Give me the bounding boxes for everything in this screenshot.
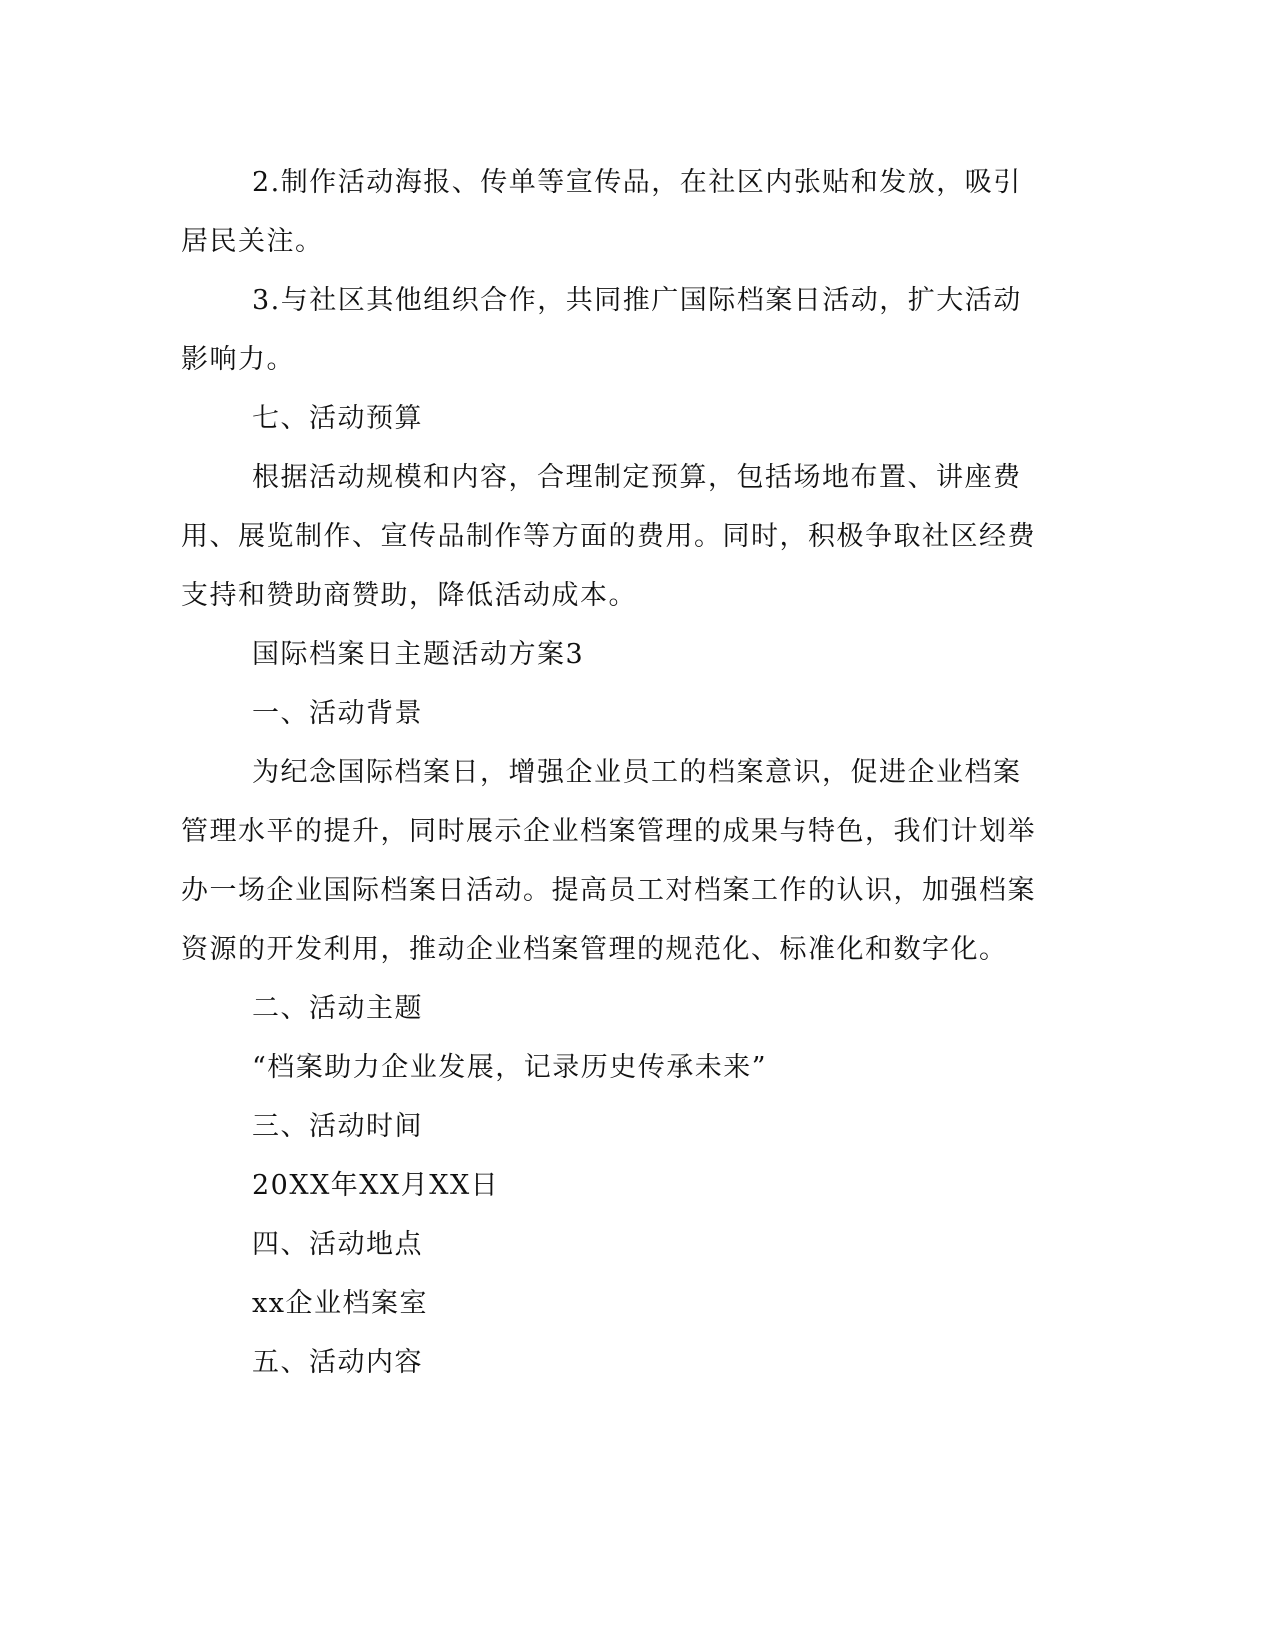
plan-title: 国际档案日主题活动方案3: [252, 639, 585, 670]
section-heading-budget: 七、活动预算: [252, 403, 423, 434]
paragraph-location: xx企业档案室: [252, 1288, 428, 1319]
document-body: [181, 153, 1041, 1392]
paragraph-cooperation: 3.与社区其他组织合作，共同推广国际档案日活动，扩大活动影响力。: [181, 285, 1022, 375]
section-heading-time: 三、活动时间: [252, 1111, 423, 1142]
section-heading-theme: 二、活动主题: [252, 993, 423, 1024]
section-heading-background: 一、活动背景: [252, 698, 423, 729]
section-heading-location: 四、活动地点: [252, 1229, 423, 1260]
paragraph-background: 为纪念国际档案日，增强企业员工的档案意识，促进企业档案管理水平的提升，同时展示企业档案管理的成果与特色，我们计划举办一场企业国际档案日活动。提高员工对档案工作的认识，加强档案资源的开发利用，推动企业档案管理的规范化、标准化和数字化。: [181, 757, 1036, 965]
paragraph-budget: 根据活动规模和内容，合理制定预算，包括场地布置、讲座费用、展览制作、宣传品制作等方面的费用。同时，积极争取社区经费支持和赞助商赞助，降低活动成本。: [181, 462, 1036, 611]
paragraph-promo-materials: 2.制作活动海报、传单等宣传品，在社区内张贴和发放，吸引居民关注。: [181, 167, 1022, 257]
paragraph-theme: “档案助力企业发展，记录历史传承未来”: [252, 1052, 768, 1083]
paragraph-time: 20XX年XX月XX日: [252, 1170, 500, 1201]
section-heading-content: 五、活动内容: [252, 1347, 423, 1378]
